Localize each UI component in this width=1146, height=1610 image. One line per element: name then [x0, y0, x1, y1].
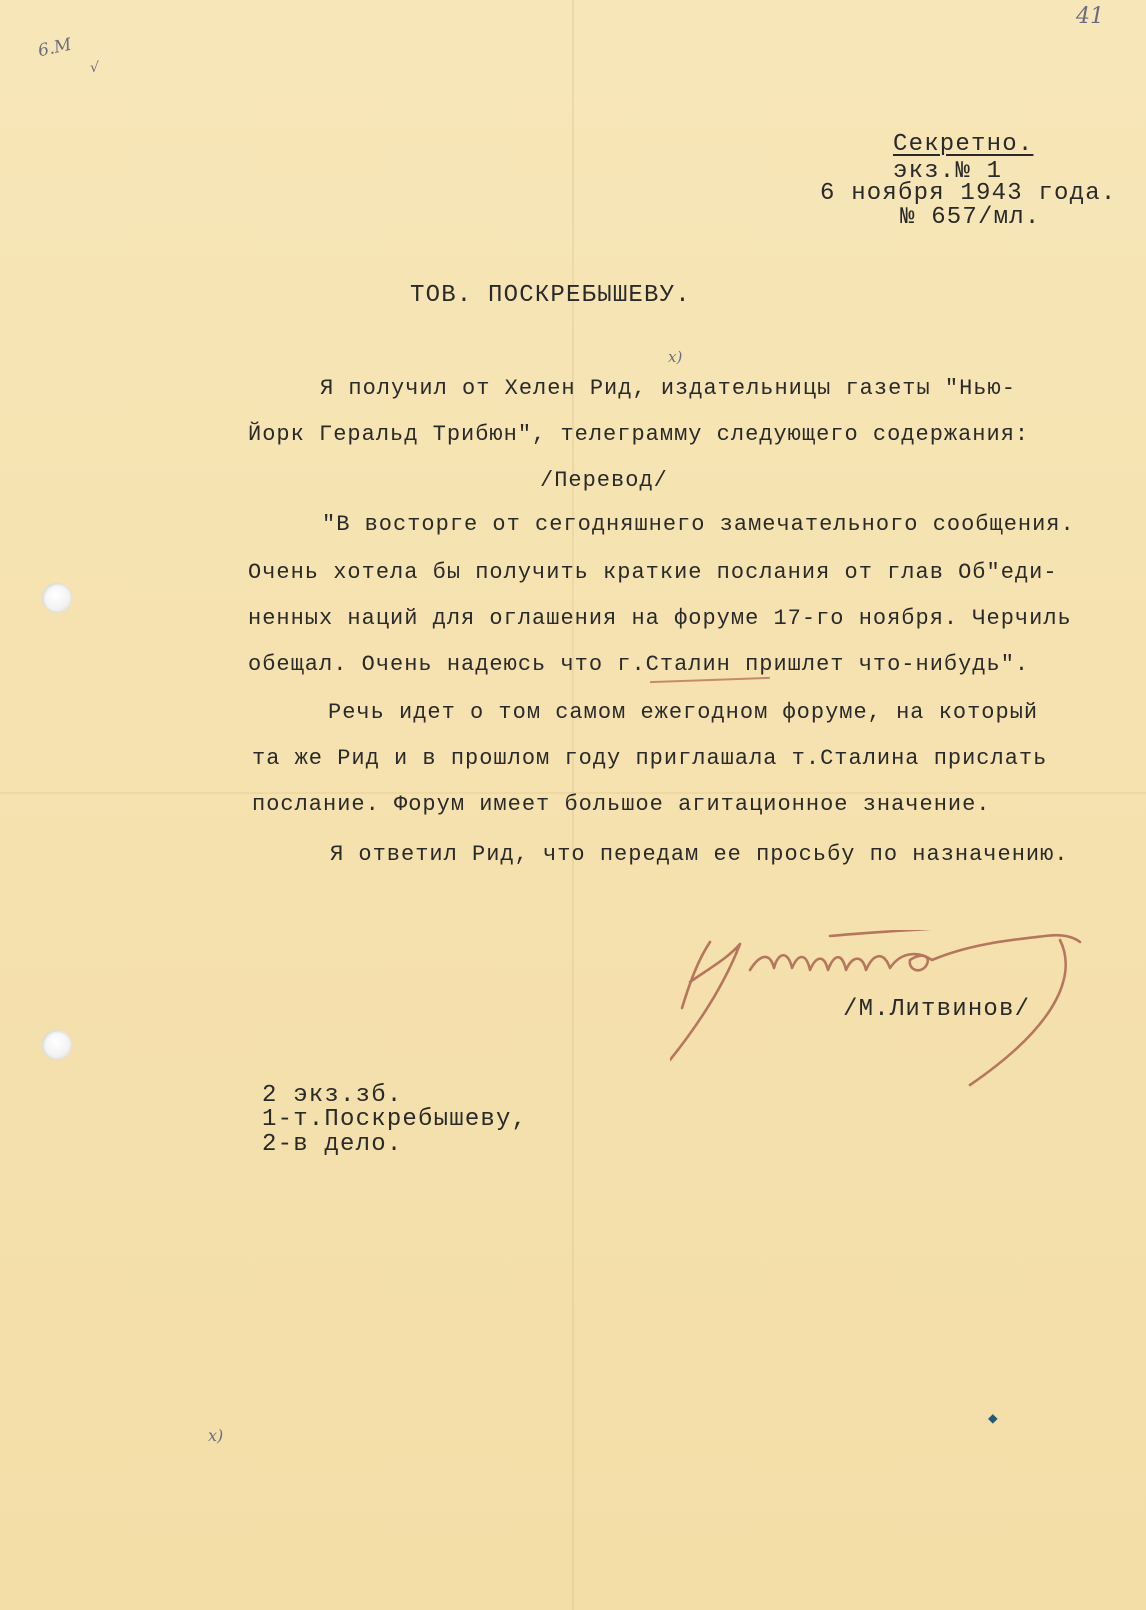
classification-label: Секретно.	[893, 131, 1034, 158]
copy-number: экз.№ 1	[893, 158, 1003, 185]
footnote-mark-bottom: x)	[208, 1426, 224, 1445]
quote-line: Очень хотела бы получить краткие послания от глав Об"еди-	[248, 560, 1058, 585]
document-number: № 657/мл.	[900, 204, 1041, 231]
body-line: Йорк Геральд Трибюн", телеграмму следующего содержания:	[248, 422, 1030, 447]
distribution-copies: 2 экз.зб.	[262, 1082, 403, 1109]
body-line: Я ответил Рид, что передам ее просьбу по назначению.	[330, 842, 1069, 867]
addressee: ТОВ. ПОСКРЕБЫШЕВУ.	[410, 282, 691, 309]
distribution-item-1: 1-т.Поскребышеву,	[262, 1106, 528, 1133]
ink-spot: ◆	[988, 1410, 998, 1428]
body-line: послание. Форум имеет большое агитационное значение.	[252, 792, 991, 817]
quote-line: ненных наций для оглашения на форуме 17-го ноября. Черчиль	[248, 606, 1072, 631]
quote-line: "В восторге от сегодняшнего замечательного сообщения.	[322, 512, 1075, 537]
quote-line: обещал. Очень надеюсь что г.Сталин пришлет что-нибудь".	[248, 652, 1030, 677]
body-line: Я получил от Хелен Рид, издательницы газеты "Нью-	[320, 376, 1016, 401]
punch-hole-lower	[42, 1030, 72, 1060]
pencil-mark-top-left: 6.М	[36, 34, 74, 62]
handwritten-underline	[650, 677, 770, 683]
body-line: та же Рид и в прошлом году приглашала т.Сталина прислать	[252, 746, 1048, 771]
page-number: 41	[1076, 4, 1104, 29]
signatory-name: /М.Литвинов/	[843, 996, 1031, 1023]
punch-hole-upper	[42, 583, 72, 613]
body-line: Речь идет о том самом ежегодном форуме, на который	[328, 700, 1039, 725]
document-date: 6 ноября 1943 года.	[820, 180, 1117, 207]
translation-note: /Перевод/	[540, 468, 668, 493]
footnote-mark-body: x)	[668, 348, 683, 366]
pencil-tick-mark: √	[90, 60, 99, 76]
distribution-item-2: 2-в дело.	[262, 1131, 403, 1158]
